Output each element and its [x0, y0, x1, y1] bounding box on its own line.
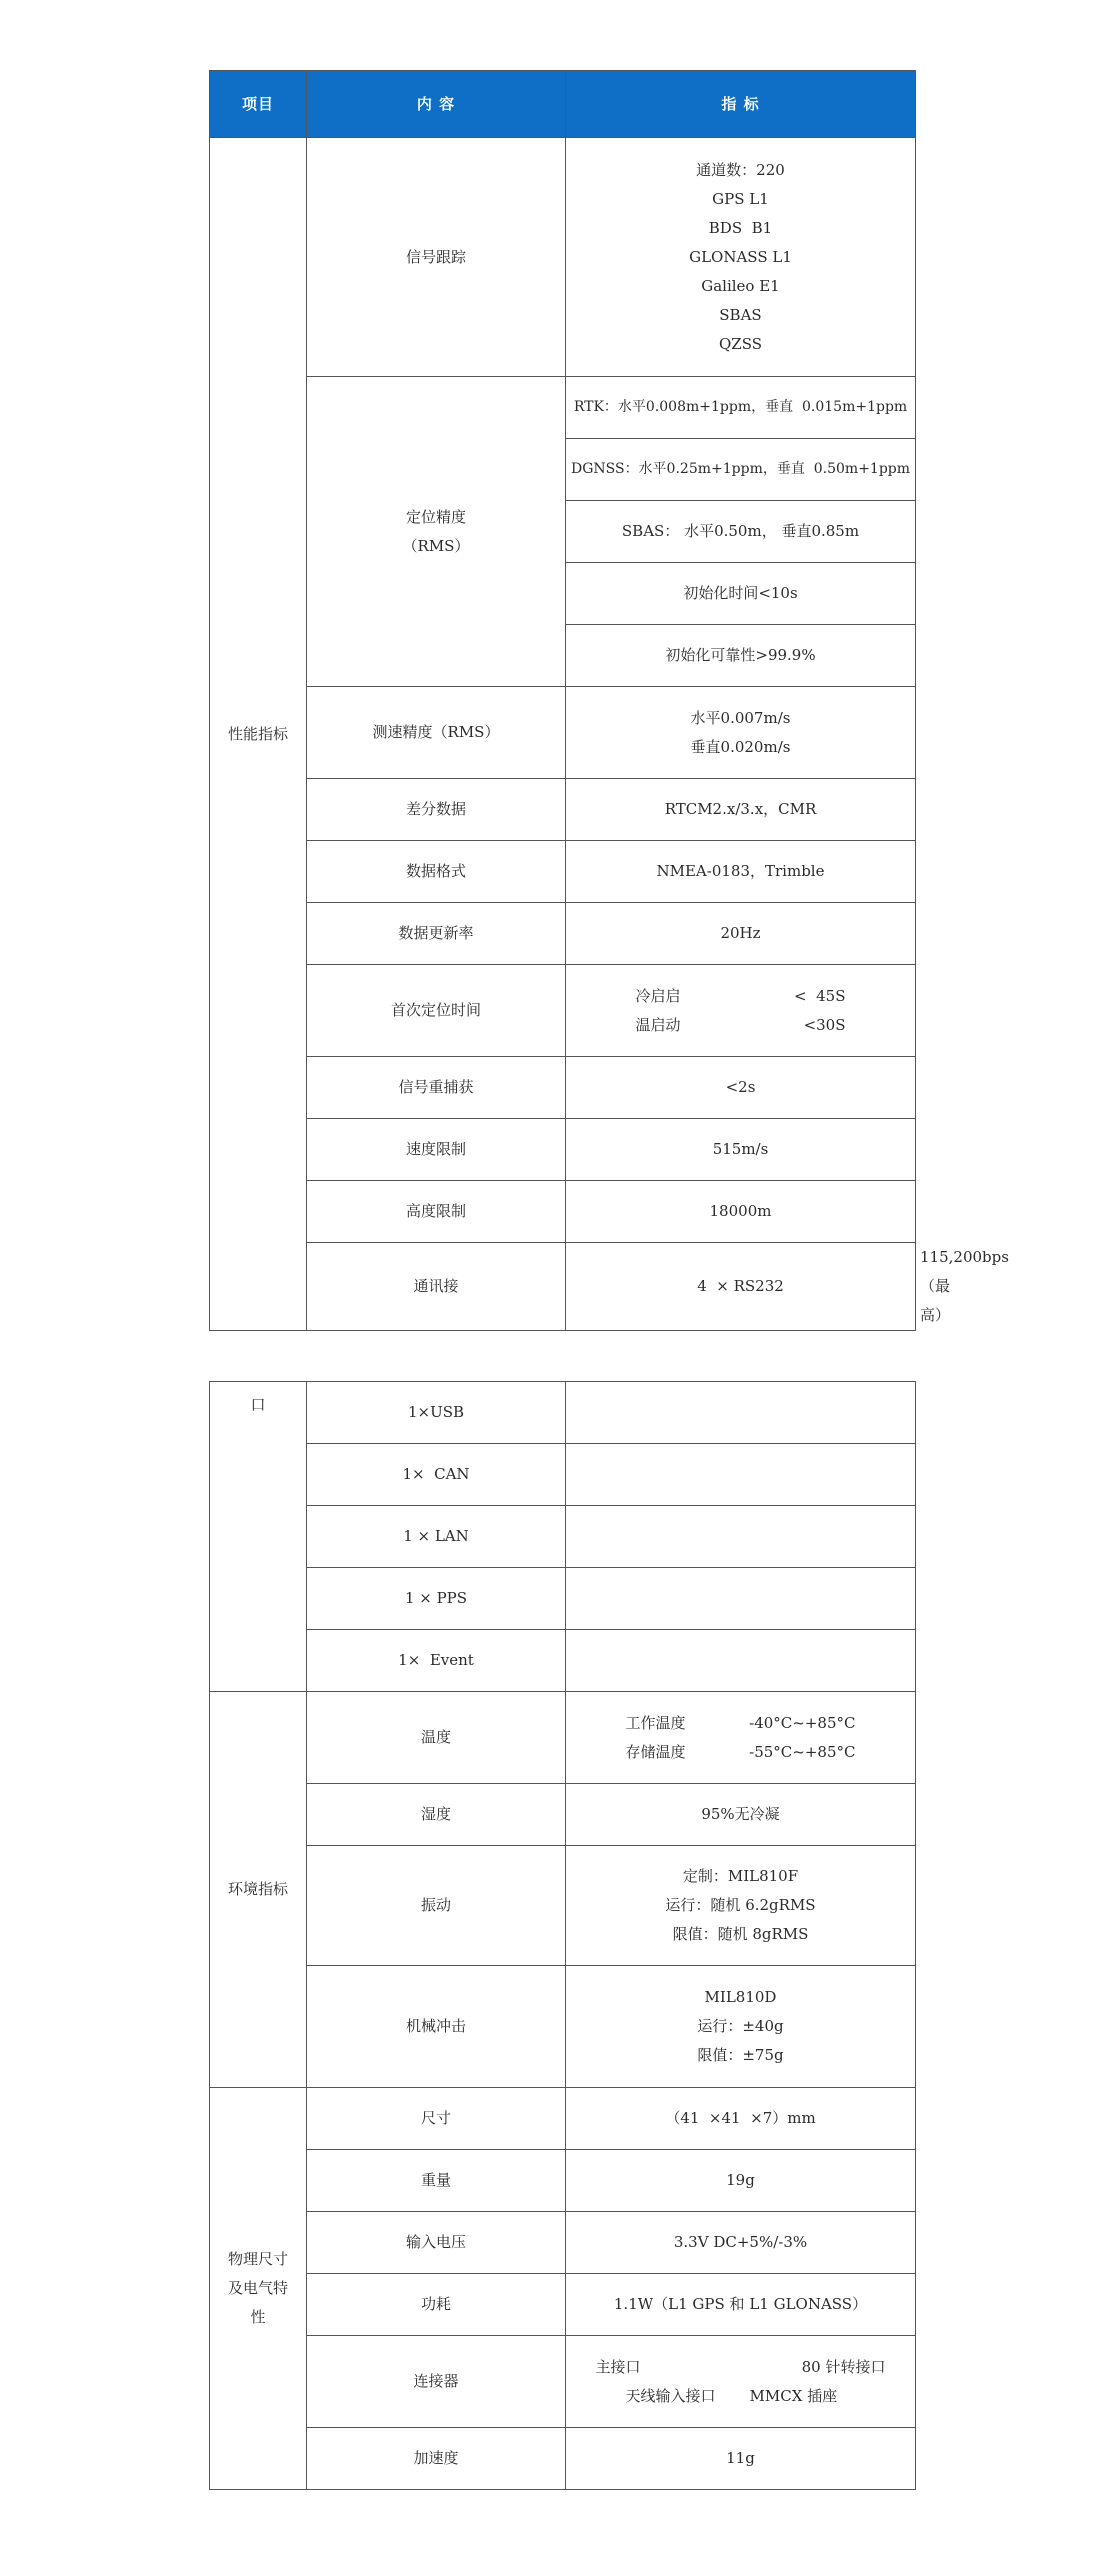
row-shock — [210, 1966, 916, 2088]
label-voltage: 输入电压 — [307, 2212, 566, 2274]
label-diff-data: 差分数据 — [307, 779, 566, 841]
row-rs232: 通讯接 4 × RS232 115,200bps（最高） — [210, 1243, 916, 1331]
row-port-event — [210, 1630, 916, 1692]
port-can-value — [566, 1444, 916, 1506]
value-update-rate: 20Hz — [566, 903, 916, 965]
row-humidity — [210, 1784, 916, 1846]
velocity-horizontal: 水平0.007m/s — [690, 708, 791, 727]
header-spec: 指 标 — [566, 71, 916, 138]
port-usb: 1×USB — [307, 1382, 566, 1444]
row-temperature — [210, 1692, 916, 1784]
port-pps: 1 × PPS — [307, 1568, 566, 1630]
label-positioning — [307, 377, 566, 687]
category-comm-part2-label: 口 — [250, 1396, 266, 1414]
tracking-glonass: GLONASS L1 — [689, 247, 792, 266]
row-port-usb — [210, 1382, 916, 1444]
category-physical-label: 物理尺寸及电气特性 — [227, 2250, 288, 2326]
label-weight: 重量 — [307, 2150, 566, 2212]
label-ttff: 首次定位时间 — [307, 965, 566, 1057]
connector-ant-value: MMCX 插座 — [749, 2386, 838, 2405]
label-reacquisition: 信号重捕获 — [307, 1057, 566, 1119]
temp-st-label: 存储温度 — [625, 1742, 686, 1761]
value-signal-tracking — [566, 138, 916, 377]
label-rs232: 4 × RS232 — [566, 1243, 916, 1331]
row-weight — [210, 2150, 916, 2212]
label-update-rate: 数据更新率 — [307, 903, 566, 965]
row-signal-tracking — [210, 138, 916, 377]
category-comm-part2 — [210, 1382, 307, 1692]
vibration-operating: 运行：随机 6.2gRMS — [665, 1896, 816, 1914]
value-voltage: 3.3V DC+5%/-3% — [566, 2212, 916, 2274]
category-environment-label: 环境指标 — [227, 1880, 288, 1898]
value-velocity — [566, 687, 916, 779]
value-power: 1.1W（L1 GPS 和 L1 GLONASS） — [566, 2274, 916, 2336]
port-usb-value — [566, 1382, 916, 1444]
label-vibration: 振动 — [307, 1846, 566, 1966]
row-update-rate — [210, 903, 916, 965]
tracking-qzss: QZSS — [718, 334, 762, 353]
vibration-limit: 限值：随机 8gRMS — [672, 1925, 809, 1943]
tracking-bds: BDS B1 — [708, 218, 773, 237]
port-lan: 1 × LAN — [307, 1506, 566, 1568]
port-event: 1× Event — [307, 1630, 566, 1692]
port-lan-value — [566, 1506, 916, 1568]
tracking-galileo: Galileo E1 — [701, 276, 780, 295]
shock-standard: MIL810D — [704, 1988, 777, 2006]
shock-operating: 运行：±40g — [697, 2017, 784, 2035]
connector-ant-label: 天线输入接口 — [625, 2386, 716, 2405]
ttff-warm-label: 温启动 — [635, 1015, 681, 1034]
value-vibration — [566, 1846, 916, 1966]
row-port-pps — [210, 1568, 916, 1630]
row-positioning-rtk — [210, 377, 916, 439]
header-content: 内 容 — [307, 71, 566, 138]
value-diff-data: RTCM2.x/3.x，CMR — [566, 779, 916, 841]
category-performance — [210, 138, 307, 1331]
positioning-label-line2: （RMS） — [402, 536, 470, 555]
ttff-cold-value: < 45S — [794, 986, 846, 1005]
row-data-format — [210, 841, 916, 903]
connector-main-label: 主接口 — [595, 2357, 641, 2376]
value-acceleration: 11g — [566, 2428, 916, 2490]
row-diff-data — [210, 779, 916, 841]
label-humidity: 湿度 — [307, 1784, 566, 1846]
label-acceleration: 加速度 — [307, 2428, 566, 2490]
category-performance-label: 性能指标 — [227, 724, 288, 743]
label-velocity: 测速精度（RMS） — [307, 687, 566, 779]
label-size: 尺寸 — [307, 2088, 566, 2150]
row-port-lan — [210, 1506, 916, 1568]
row-reacquisition — [210, 1057, 916, 1119]
positioning-label-line1: 定位精度 — [405, 507, 466, 526]
value-reacquisition: <2s — [566, 1057, 916, 1119]
label-signal-tracking: 信号跟踪 — [307, 138, 566, 377]
temp-op-label: 工作温度 — [625, 1713, 686, 1732]
ttff-cold-label: 冷启启 — [635, 986, 681, 1005]
value-data-format: NMEA-0183，Trimble — [566, 841, 916, 903]
label-power: 功耗 — [307, 2274, 566, 2336]
value-positioning-dgnss: DGNSS：水平0.25m+1ppm，垂直 0.50m+1ppm — [566, 439, 916, 501]
value-temperature — [566, 1692, 916, 1784]
value-init-time: 初始化时间<10s — [566, 563, 916, 625]
tracking-channels: 通道数：220 — [696, 160, 785, 179]
temp-op-value: -40°C~+85°C — [749, 1713, 856, 1732]
row-velocity — [210, 687, 916, 779]
category-physical — [210, 2088, 307, 2490]
category-environment — [210, 1692, 307, 2088]
value-ttff — [566, 965, 916, 1057]
value-altitude-limit: 18000m — [566, 1181, 916, 1243]
row-speed-limit — [210, 1119, 916, 1181]
label-temperature: 温度 — [307, 1692, 566, 1784]
row-voltage — [210, 2212, 916, 2274]
velocity-vertical: 垂直0.020m/s — [690, 737, 791, 756]
header-item: 项目 — [210, 71, 307, 138]
row-power — [210, 2274, 916, 2336]
vibration-custom: 定制：MIL810F — [682, 1867, 799, 1885]
value-connector — [566, 2336, 916, 2428]
label-connector: 连接器 — [307, 2336, 566, 2428]
row-connector — [210, 2336, 916, 2428]
label-speed-limit: 速度限制 — [307, 1119, 566, 1181]
value-shock — [566, 1966, 916, 2088]
value-size: （41 ×41 ×7）mm — [566, 2088, 916, 2150]
row-ttff — [210, 965, 916, 1057]
value-speed-limit: 515m/s — [566, 1119, 916, 1181]
port-event-value — [566, 1630, 916, 1692]
row-vibration — [210, 1846, 916, 1966]
label-shock: 机械冲击 — [307, 1966, 566, 2088]
spec-table-page-1 — [209, 70, 1009, 1331]
value-humidity: 95%无冷凝 — [566, 1784, 916, 1846]
shock-limit: 限值：±75g — [697, 2046, 784, 2064]
value-weight: 19g — [566, 2150, 916, 2212]
value-init-reliability: 初始化可靠性>99.9% — [566, 625, 916, 687]
tracking-sbas: SBAS — [719, 305, 762, 324]
connector-main-value: 80 针转接口 — [801, 2357, 886, 2376]
category-comm-part1: 通讯接 — [307, 1243, 566, 1331]
row-port-can — [210, 1444, 916, 1506]
row-acceleration — [210, 2428, 916, 2490]
ttff-warm-value: <30S — [803, 1015, 846, 1034]
label-altitude-limit: 高度限制 — [307, 1181, 566, 1243]
value-positioning-sbas: SBAS： 水平0.50m， 垂直0.85m — [566, 501, 916, 563]
tracking-gps: GPS L1 — [712, 189, 769, 208]
table-header-row — [210, 71, 916, 138]
temp-st-value: -55°C~+85°C — [749, 1742, 856, 1761]
row-size — [210, 2088, 916, 2150]
port-pps-value — [566, 1568, 916, 1630]
label-data-format: 数据格式 — [307, 841, 566, 903]
row-altitude-limit — [210, 1181, 916, 1243]
port-can: 1× CAN — [307, 1444, 566, 1506]
spec-table-page-2 — [209, 1381, 916, 2490]
value-positioning-rtk: RTK：水平0.008m+1ppm，垂直 0.015m+1ppm — [566, 377, 916, 439]
